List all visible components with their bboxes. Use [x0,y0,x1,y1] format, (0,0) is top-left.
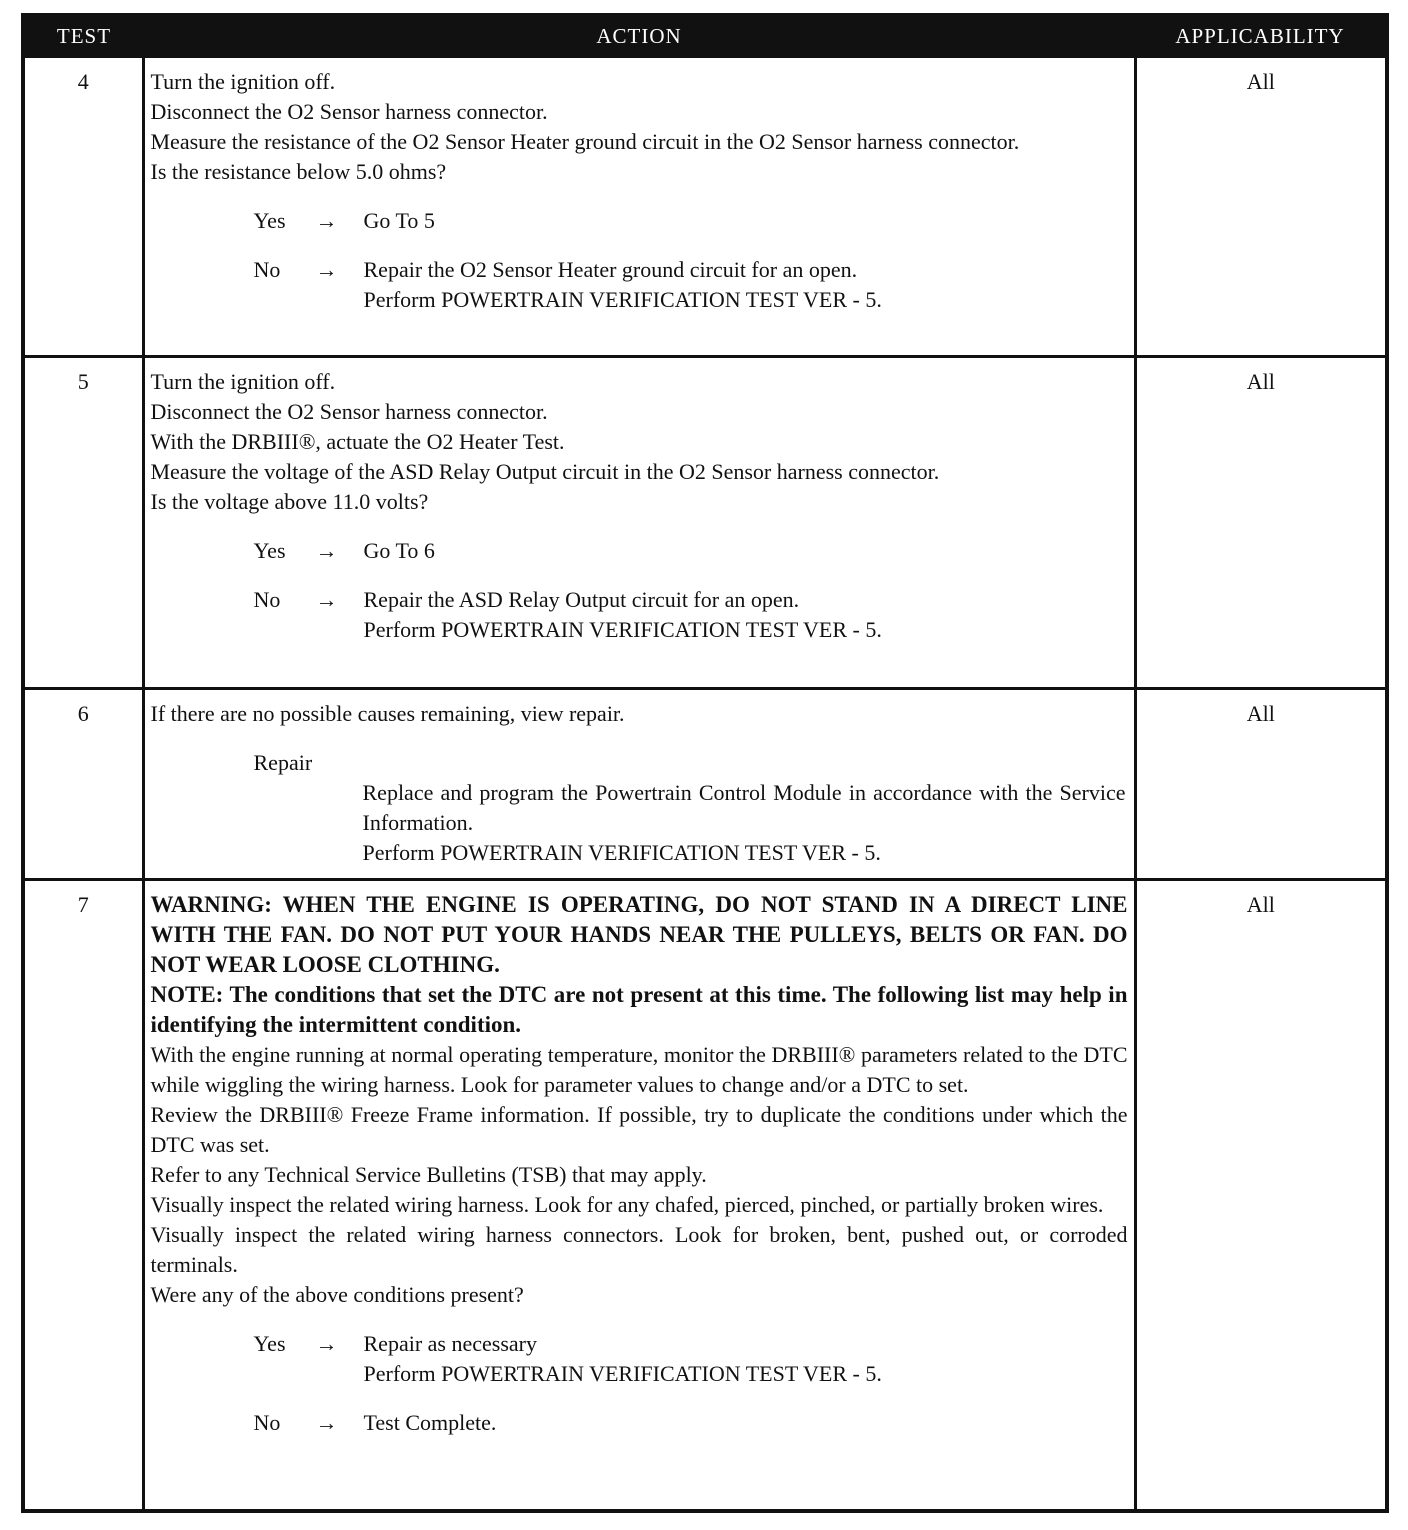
no-branch [151,1408,1128,1438]
action-line: Were any of the above conditions present? [150,1282,524,1307]
action-line: If there are no possible causes remaining, view repair. [150,701,625,726]
yes-result [364,206,1128,236]
no-result [364,1408,1128,1438]
repair-label: Repair [253,750,313,775]
yes-label: Yes [253,208,286,233]
result-line: Perform POWERTRAIN VERIFICATION TEST VER - 5. [363,287,882,312]
result-line: Repair the ASD Relay Output circuit for an open. [363,587,800,612]
test-number: 7 [25,880,143,1512]
action-cell [143,57,1135,357]
arrow-right-icon: → [315,1331,338,1356]
result-line: Repair the O2 Sensor Heater ground circuit for an open. [363,257,858,282]
table-row [25,689,1385,880]
action-line: Visually inspect the related wiring harness connectors. Look for broken, bent, pushed out, or corroded terminals. [150,1222,1128,1277]
no-label: No [253,1410,281,1435]
arrow-right-icon: → [315,1410,338,1435]
action-line: With the DRBIII®, actuate the O2 Heater Test. [150,429,565,454]
action-line: Is the resistance below 5.0 ohms? [150,159,447,184]
result-line: Perform POWERTRAIN VERIFICATION TEST VER - 5. [363,1361,882,1386]
no-branch [151,585,1128,645]
result-line: Repair as necessary [363,1331,537,1356]
action-line: Refer to any Technical Service Bulletins (TSB) that may apply. [150,1162,707,1187]
yes-branch [151,1329,1128,1389]
action-line: Turn the ignition off. [150,69,336,94]
test-number: 6 [25,689,143,880]
action-line: With the engine running at normal operating temperature, monitor the DRBIII® parameters related to the DTC while wiggling the wiring harness. Look for parameter values to change and/or a DTC to set. [150,1042,1128,1097]
no-branch [151,255,1128,315]
no-label: No [253,257,281,282]
action-line: Turn the ignition off. [150,369,336,394]
action-cell [143,880,1135,1512]
warning-text: WARNING: WHEN THE ENGINE IS OPERATING, DO NOT STAND IN A DIRECT LINE WITH THE FAN. DO NOT PUT YOUR HANDS NEAR THE PULLEYS, BELTS OR FAN. DO NOT WEAR LOOSE CLOTHING. [150,892,1128,977]
applicability-value: All [1135,689,1385,880]
header-action: ACTION [143,17,1135,57]
table-row [25,57,1385,357]
table-header-row [25,17,1385,57]
result-line: Go To 6 [363,538,435,563]
result-line: Go To 5 [363,208,435,233]
test-procedure-table [21,13,1389,1513]
test-number: 5 [25,357,143,689]
arrow-right-icon: → [315,208,338,233]
applicability-value: All [1135,57,1385,357]
table-row [25,357,1385,689]
action-line: Review the DRBIII® Freeze Frame information. If possible, try to duplicate the conditions under which the DTC was set. [150,1102,1128,1157]
no-result [364,585,1128,645]
result-line: Perform POWERTRAIN VERIFICATION TEST VER - 5. [363,617,882,642]
header-applicability: APPLICABILITY [1135,17,1385,57]
action-line: Disconnect the O2 Sensor harness connector. [150,99,548,124]
yes-branch [151,206,1128,236]
applicability-value: All [1135,357,1385,689]
note-text: NOTE: The conditions that set the DTC are not present at this time. The following list may help in identifying the intermittent condition. [150,982,1128,1037]
no-result [364,255,1128,315]
action-cell [143,357,1135,689]
yes-result [364,1329,1128,1389]
repair-line: Replace and program the Powertrain Control Module in accordance with the Service Information. [362,780,1126,835]
action-line: Is the voltage above 11.0 volts? [150,489,429,514]
arrow-right-icon: → [315,257,338,282]
result-line: Test Complete. [363,1410,497,1435]
header-test: TEST [25,17,143,57]
no-label: No [253,587,281,612]
diagnostic-table [25,17,1385,1512]
repair-line: Perform POWERTRAIN VERIFICATION TEST VER - 5. [362,840,881,865]
action-cell [143,689,1135,880]
applicability-value: All [1135,880,1385,1512]
action-line: Measure the voltage of the ASD Relay Output circuit in the O2 Sensor harness connector. [150,459,940,484]
arrow-right-icon: → [315,587,338,612]
yes-label: Yes [253,538,286,563]
arrow-right-icon: → [315,538,338,563]
yes-branch [151,536,1128,566]
repair-instructions [151,778,1128,868]
action-line: Visually inspect the related wiring harness. Look for any chafed, pierced, pinched, or partially broken wires. [150,1192,1104,1217]
table-row [25,880,1385,1512]
yes-label: Yes [253,1331,286,1356]
action-line: Disconnect the O2 Sensor harness connector. [150,399,548,424]
test-number: 4 [25,57,143,357]
yes-result [364,536,1128,566]
action-line: Measure the resistance of the O2 Sensor Heater ground circuit in the O2 Sensor harness connector. [150,129,1020,154]
